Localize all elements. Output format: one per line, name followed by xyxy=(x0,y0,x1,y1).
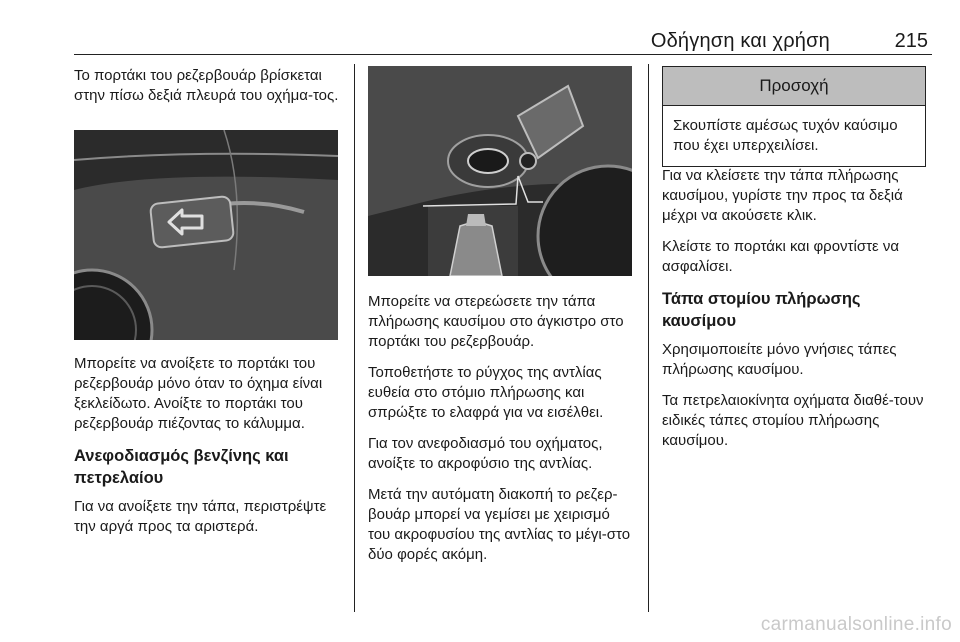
genuine-caps-paragraph: Χρησιμοποιείτε μόνο γνήσιες τάπες πλήρωσης καυσίμου. xyxy=(662,341,897,378)
nozzle-open-paragraph: Για τον ανεφοδιασμό του οχήματος, ανοίξτε το ακροφύσιο της αντλίας. xyxy=(368,435,603,472)
fuel-cap-illustration xyxy=(368,66,632,276)
column-3-lower xyxy=(662,166,934,462)
watermark: carmanualsonline.info xyxy=(760,614,952,635)
section-heading: Ανεφοδιασμός βενζίνης και πετρελαίου xyxy=(74,447,289,487)
column-1 xyxy=(74,66,346,117)
door-close-paragraph: Κλείστε το πορτάκι και φροντίστε να ασφαλίσει. xyxy=(662,238,900,275)
intro-paragraph: Το πορτάκι του ρεζερβουάρ βρίσκεται στην πίσω δεξιά πλευρά του οχήμα-τος. xyxy=(74,67,339,104)
header-rule xyxy=(74,54,932,55)
column-2-lower xyxy=(368,292,634,576)
diesel-caps-paragraph: Τα πετρελαιοκίνητα οχήματα διαθέ-τουν ειδικές τάπες στομίου πλήρωσης καυσίμου. xyxy=(662,392,924,449)
caution-text: Σκουπίστε αμέσως τυχόν καύσιμο που έχει υπερχειλίσει. xyxy=(673,117,898,154)
page-number: 215 xyxy=(894,30,928,52)
caution-title: Προσοχή xyxy=(663,67,925,106)
cap-open-paragraph: Για να ανοίξετε την τάπα, περιστρέψτε την αργά προς τα αριστερά. xyxy=(74,498,327,535)
section-heading: Τάπα στομίου πλήρωσης καυσίμου xyxy=(662,290,861,330)
caution-box xyxy=(662,66,926,167)
column-divider xyxy=(648,64,649,612)
cap-close-paragraph: Για να κλείσετε την τάπα πλήρωσης καυσίμου, γυρίστε την προς τα δεξιά μέχρι να ακούσετε κλικ. xyxy=(662,167,903,224)
column-divider xyxy=(354,64,355,612)
unlock-paragraph: Μπορείτε να ανοίξετε το πορτάκι του ρεζερβουάρ μόνο όταν το όχημα είναι ξεκλείδωτο. Ανοίξτε το πορτάκι του ρεζερβουάρ πιέζοντας το κάλυμμα. xyxy=(74,355,323,432)
fuel-door-illustration xyxy=(74,130,338,340)
nozzle-insert-paragraph: Τοποθετήστε το ρύγχος της αντλίας ευθεία στο στόμιο πλήρωσης και σπρώξτε το ελαφρά για να εισέλθει. xyxy=(368,364,604,421)
page-header xyxy=(74,18,932,58)
column-1-lower xyxy=(74,354,346,548)
auto-shutoff-paragraph: Μετά την αυτόματη διακοπή το ρεζερ-βουάρ μπορεί να γεμίσει με χειρισμό του ακροφυσίου της αντλίας το μέγι-στο δύο φορές ακόμη. xyxy=(368,486,631,563)
cap-hook-paragraph: Μπορείτε να στερεώσετε την τάπα πλήρωσης καυσίμου στο άγκιστρο στο πορτάκι του ρεζερβουάρ. xyxy=(368,293,624,350)
section-title: Οδήγηση και χρήση xyxy=(650,30,830,52)
